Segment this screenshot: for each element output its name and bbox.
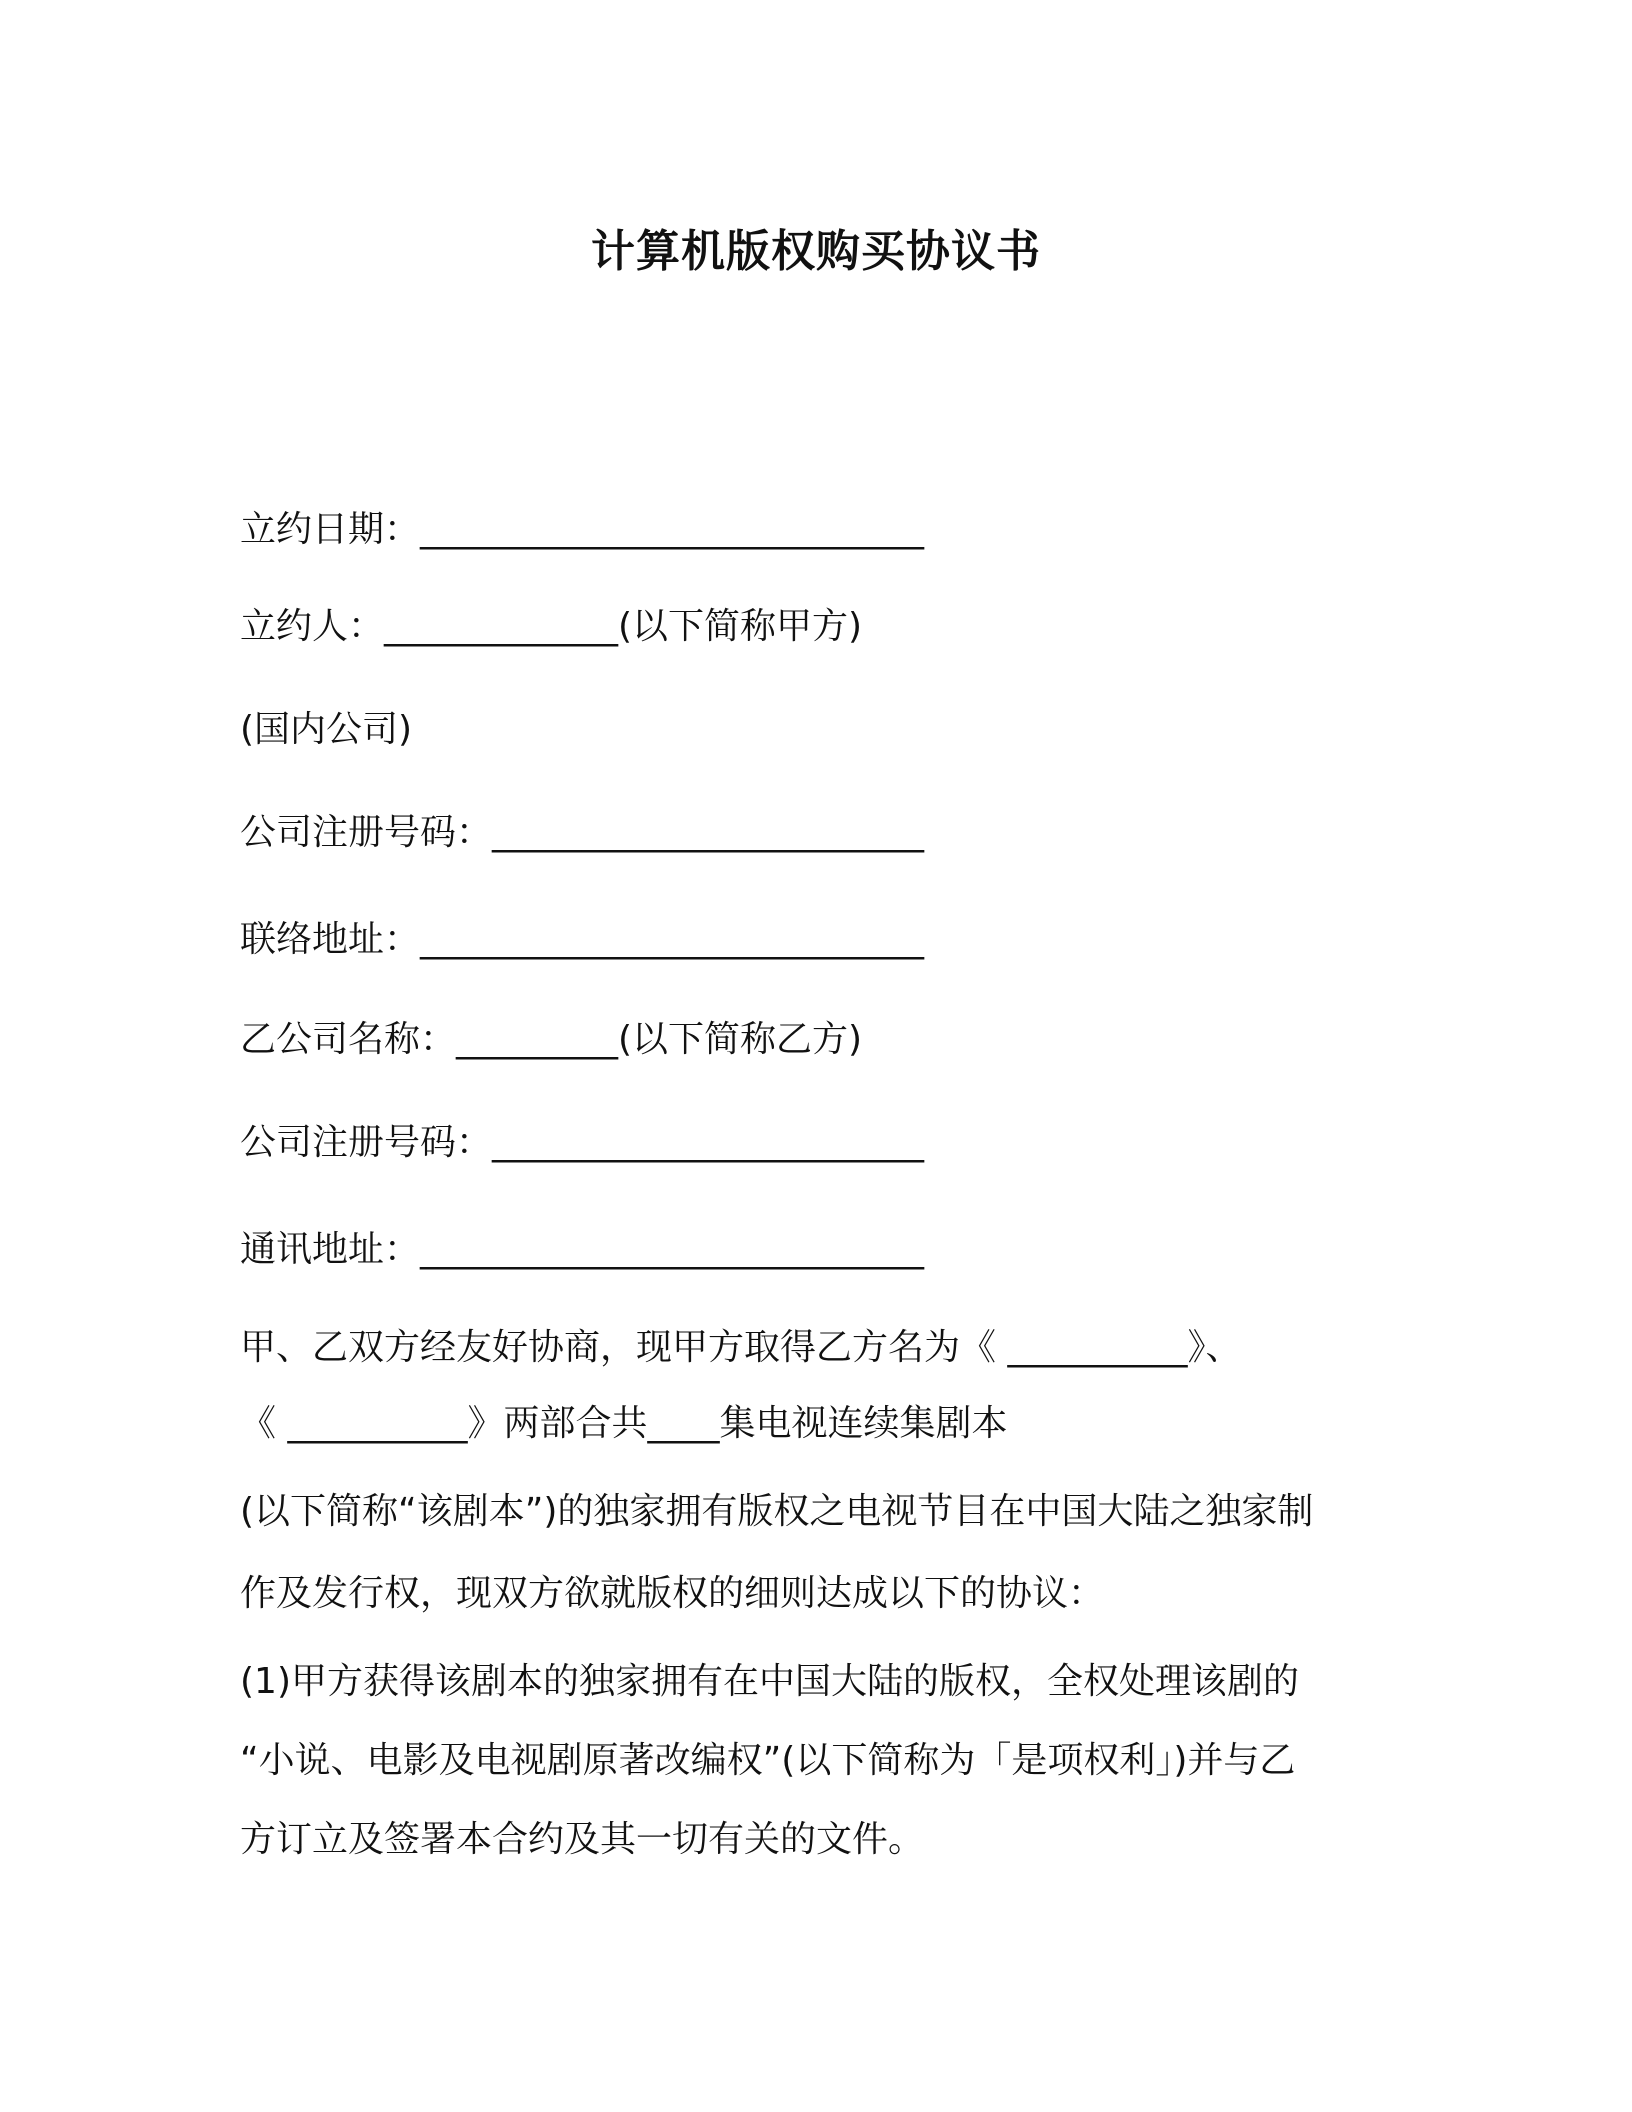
field-party-a: 立约人：_____________(以下简称甲方)	[240, 606, 863, 647]
intro-line: (以下简称“该剧本”)的独家拥有版权之电视节目在中国大陆之独家制	[240, 1491, 1314, 1532]
intro-line: 作及发行权，现双方欲就版权的细则达成以下的协议：	[240, 1573, 1105, 1614]
clause-1-line: “小说、电影及电视剧原著改编权”(以下简称为「是项权利」)并与乙	[240, 1740, 1296, 1781]
field-party-a-registration-number: 公司注册号码：________________________	[240, 812, 925, 853]
field-party-b-name: 乙公司名称：_________(以下简称乙方)	[240, 1019, 863, 1060]
field-party-b-address: 通讯地址：____________________________	[240, 1229, 925, 1270]
field-domestic-company: (国内公司)	[240, 709, 413, 750]
intro-line: 甲、乙双方经友好协商，现甲方取得乙方名为《 __________》、	[240, 1327, 1242, 1368]
clause-1-line: 方订立及签署本合约及其一切有关的文件。	[240, 1819, 925, 1860]
clause-1-line: (1)甲方获得该剧本的独家拥有在中国大陆的版权，全权处理该剧的	[240, 1661, 1299, 1702]
field-party-b-registration-number: 公司注册号码：________________________	[240, 1122, 925, 1163]
field-party-a-address: 联络地址：____________________________	[240, 919, 925, 960]
document-title: 计算机版权购买协议书	[591, 226, 1041, 277]
intro-paragraph	[240, 1324, 1400, 1618]
clause-1-paragraph	[240, 1658, 1400, 1864]
field-contract-date: 立约日期：____________________________	[240, 509, 925, 550]
intro-line: 《 __________》两部合共____集电视连续集剧本	[240, 1403, 1008, 1444]
